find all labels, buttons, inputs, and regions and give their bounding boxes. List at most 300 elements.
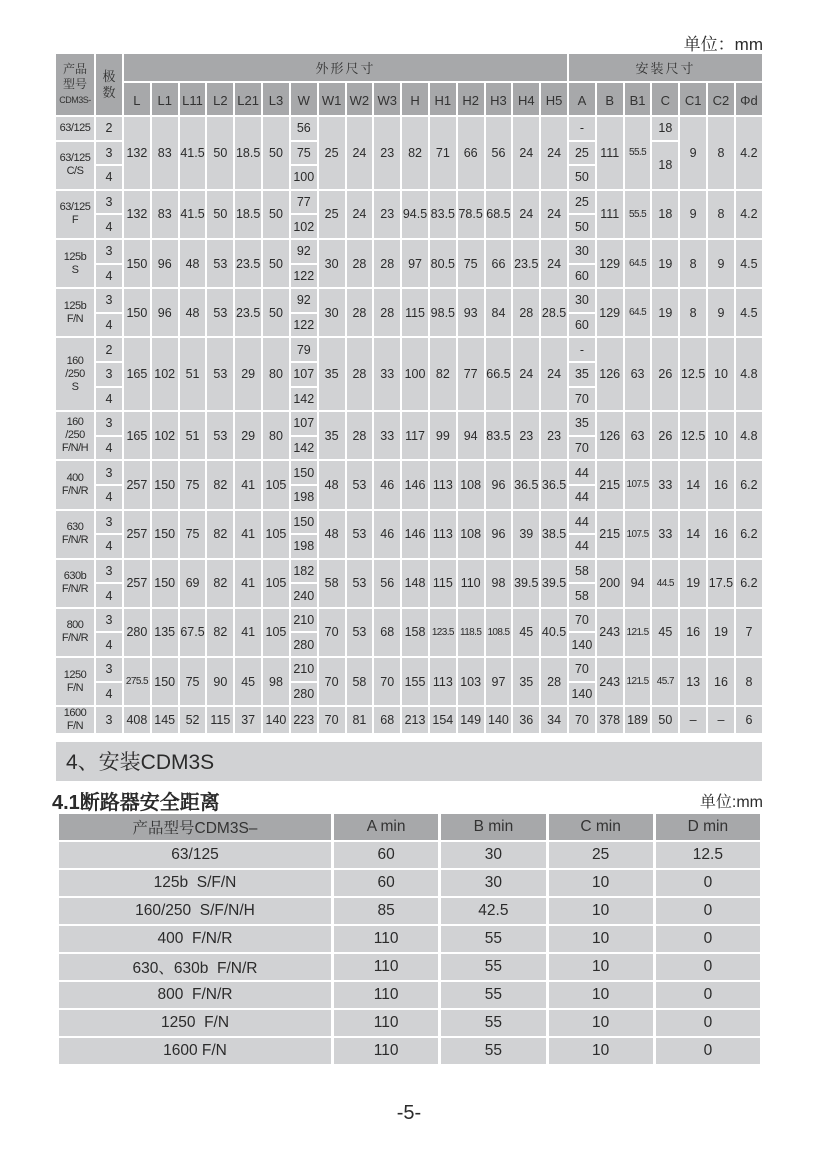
cell-a-min: 110: [334, 954, 438, 980]
cell-l11: 41.5: [180, 191, 206, 238]
cell-h2: 108: [458, 511, 484, 558]
cell-w: 240: [291, 584, 317, 607]
cell-phid: 6.2: [736, 461, 762, 508]
cell-w: 77: [291, 191, 317, 214]
table-row: [56, 117, 762, 140]
cell-h3: 98: [486, 560, 512, 607]
cell-h5: 24: [541, 191, 567, 238]
cell-a: 30: [569, 289, 595, 312]
cell-w3: 56: [374, 560, 400, 607]
cell-w: 198: [291, 486, 317, 509]
table-row: [59, 1010, 760, 1036]
cell-phid: 6: [736, 707, 762, 733]
cell-b: 215: [597, 461, 623, 508]
cell-c-min: 10: [549, 898, 653, 924]
cell-w2: 28: [347, 412, 373, 459]
table-row: [56, 412, 762, 435]
cell-w: 56: [291, 117, 317, 140]
cell-w2: 28: [347, 338, 373, 410]
cell-l2: 82: [207, 511, 233, 558]
cell-c2: 10: [708, 412, 734, 459]
cell-l1: 96: [152, 240, 178, 287]
cell-c: 18: [652, 191, 678, 238]
cell-c1: 19: [680, 560, 706, 607]
cell-a: 44: [569, 461, 595, 484]
pole-count: 3: [96, 240, 122, 263]
column-header-c: C: [652, 83, 678, 115]
cell-b1: 55.5: [625, 117, 651, 189]
cell-h4: 36: [513, 707, 539, 733]
pole-count: 4: [96, 388, 122, 411]
pole-count: 3: [96, 658, 122, 681]
cell-b: 129: [597, 289, 623, 336]
cell-w3: 68: [374, 707, 400, 733]
cell-h2: 66: [458, 117, 484, 189]
cell-h4: 39.5: [513, 560, 539, 607]
column-header-c2: C2: [708, 83, 734, 115]
cell-h5: 28: [541, 658, 567, 705]
cell-c1: 9: [680, 117, 706, 189]
cell-b1: 64.5: [625, 289, 651, 336]
cell-l21: 41: [235, 560, 261, 607]
cell-h5: 38.5: [541, 511, 567, 558]
pole-count: 3: [96, 191, 122, 214]
cell-h3: 83.5: [486, 412, 512, 459]
safety-distance-table: [56, 812, 763, 1066]
cell-l21: 18.5: [235, 191, 261, 238]
cell-c: 33: [652, 511, 678, 558]
cell-h3: 84: [486, 289, 512, 336]
cell-w3: 23: [374, 117, 400, 189]
cell-c-min: 10: [549, 870, 653, 896]
cell-d-min: 0: [656, 954, 760, 980]
product-model: 63/125 C/S: [56, 142, 94, 189]
cell-c: 50: [652, 707, 678, 733]
cell-c: 19: [652, 240, 678, 287]
cell-c2: 19: [708, 609, 734, 656]
cell-phid: 4.2: [736, 191, 762, 238]
header-poles: 极 数: [96, 54, 122, 115]
pole-count: 4: [96, 683, 122, 706]
cell-h5: 24: [541, 240, 567, 287]
cell-h: 115: [402, 289, 428, 336]
cell-w: 198: [291, 535, 317, 558]
cell-l11: 48: [180, 240, 206, 287]
cell-w1: 30: [319, 240, 345, 287]
cell-h1: 123.5: [430, 609, 456, 656]
cell-h2: 108: [458, 461, 484, 508]
cell-h4: 36.5: [513, 461, 539, 508]
header-product-model: 产品型号CDM3S–: [59, 814, 331, 840]
cell-w3: 33: [374, 412, 400, 459]
column-header-b: B: [597, 83, 623, 115]
column-header-l: L: [124, 83, 150, 115]
cell-w: 210: [291, 609, 317, 632]
cell-w: 280: [291, 683, 317, 706]
cell-c1: –: [680, 707, 706, 733]
cell-c-min: 10: [549, 926, 653, 952]
cell-phid: 8: [736, 658, 762, 705]
cell-phid: 4.8: [736, 338, 762, 410]
cell-w3: 33: [374, 338, 400, 410]
cell-w: 150: [291, 511, 317, 534]
cell-c: 45: [652, 609, 678, 656]
cell-l3: 50: [263, 240, 289, 287]
cell-a: 60: [569, 265, 595, 288]
pole-count: 3: [96, 707, 122, 733]
cell-a-min: 110: [334, 926, 438, 952]
column-header-l11: L11: [180, 83, 206, 115]
cell-h4: 24: [513, 117, 539, 189]
table-row: [56, 609, 762, 632]
cell-a: 70: [569, 658, 595, 681]
cell-l: 132: [124, 191, 150, 238]
cell-l3: 50: [263, 191, 289, 238]
cell-h3: 140: [486, 707, 512, 733]
pole-count: 3: [96, 142, 122, 165]
cell-h5: 40.5: [541, 609, 567, 656]
cell-h3: 68.5: [486, 191, 512, 238]
section-heading: 4、安装CDM3S: [56, 742, 762, 781]
pole-count: 3: [96, 412, 122, 435]
cell-a-min: 60: [334, 870, 438, 896]
cell-l: 408: [124, 707, 150, 733]
cell-h2: 103: [458, 658, 484, 705]
column-header-h3: H3: [486, 83, 512, 115]
cell-h4: 28: [513, 289, 539, 336]
cell-product-model: 800 F/N/R: [59, 982, 331, 1008]
table-row: [56, 707, 762, 733]
cell-l1: 150: [152, 658, 178, 705]
cell-phid: 6.2: [736, 560, 762, 607]
cell-h: 158: [402, 609, 428, 656]
cell-w2: 53: [347, 560, 373, 607]
cell-l1: 150: [152, 560, 178, 607]
cell-h5: 39.5: [541, 560, 567, 607]
column-header-w1: W1: [319, 83, 345, 115]
header-outline-dimensions: 外形尺寸: [124, 54, 567, 81]
cell-l2: 50: [207, 117, 233, 189]
cell-c1: 8: [680, 289, 706, 336]
pole-count: 4: [96, 486, 122, 509]
cell-l: 257: [124, 560, 150, 607]
cell-l2: 53: [207, 412, 233, 459]
cell-l21: 41: [235, 461, 261, 508]
cell-h1: 113: [430, 658, 456, 705]
cell-c1: 12.5: [680, 412, 706, 459]
cell-w1: 35: [319, 338, 345, 410]
cell-h1: 154: [430, 707, 456, 733]
cell-l1: 150: [152, 511, 178, 558]
cell-l1: 102: [152, 412, 178, 459]
cell-l: 280: [124, 609, 150, 656]
cell-l2: 115: [207, 707, 233, 733]
product-model: 800 F/N/R: [56, 609, 94, 656]
cell-w1: 58: [319, 560, 345, 607]
cell-h: 82: [402, 117, 428, 189]
cell-a: 50: [569, 215, 595, 238]
cell-phid: 4.8: [736, 412, 762, 459]
cell-d-min: 0: [656, 898, 760, 924]
cell-h5: 24: [541, 117, 567, 189]
cell-h5: 24: [541, 338, 567, 410]
cell-b-min: 42.5: [441, 898, 545, 924]
cell-b: 243: [597, 609, 623, 656]
cell-b: 200: [597, 560, 623, 607]
cell-b1: 121.5: [625, 609, 651, 656]
cell-w: 75: [291, 142, 317, 165]
cell-w3: 70: [374, 658, 400, 705]
cell-w: 182: [291, 560, 317, 583]
cell-c2: 16: [708, 511, 734, 558]
cell-a: 70: [569, 388, 595, 411]
cell-w3: 68: [374, 609, 400, 656]
cell-a: 35: [569, 412, 595, 435]
cell-a: -: [569, 338, 595, 361]
cell-h3: 97: [486, 658, 512, 705]
cell-h1: 99: [430, 412, 456, 459]
cell-h: 117: [402, 412, 428, 459]
cell-l2: 82: [207, 560, 233, 607]
cell-l11: 67.5: [180, 609, 206, 656]
cell-c: 45.7: [652, 658, 678, 705]
cell-a: 35: [569, 363, 595, 386]
cell-l3: 105: [263, 609, 289, 656]
column-header-b1: B1: [625, 83, 651, 115]
cell-h2: 110: [458, 560, 484, 607]
cell-w: 122: [291, 265, 317, 288]
cell-w: 102: [291, 215, 317, 238]
cell-a: 30: [569, 240, 595, 263]
cell-l11: 75: [180, 461, 206, 508]
cell-a: 58: [569, 560, 595, 583]
cell-h2: 94: [458, 412, 484, 459]
cell-a-min: 110: [334, 1010, 438, 1036]
cell-d-min: 0: [656, 870, 760, 896]
column-header-h2: H2: [458, 83, 484, 115]
dimensions-table: [54, 52, 764, 735]
column-header-w3: W3: [374, 83, 400, 115]
cell-w: 280: [291, 633, 317, 656]
cell-b-min: 55: [441, 982, 545, 1008]
cell-c1: 14: [680, 511, 706, 558]
cell-b: 215: [597, 511, 623, 558]
cell-l21: 29: [235, 412, 261, 459]
cell-c1: 12.5: [680, 338, 706, 410]
cell-h3: 96: [486, 461, 512, 508]
cell-a: 140: [569, 633, 595, 656]
unit-label-top: 单位：mm: [683, 35, 763, 54]
cell-b1: 55.5: [625, 191, 651, 238]
cell-c-min: 10: [549, 1010, 653, 1036]
cell-l2: 53: [207, 240, 233, 287]
pole-count: 4: [96, 535, 122, 558]
unit-label: 单位:mm: [699, 794, 763, 811]
cell-w2: 53: [347, 461, 373, 508]
cell-h: 146: [402, 461, 428, 508]
cell-b-min: 55: [441, 954, 545, 980]
cell-c2: 16: [708, 658, 734, 705]
cell-h4: 23: [513, 412, 539, 459]
cell-l11: 75: [180, 511, 206, 558]
cell-l2: 50: [207, 191, 233, 238]
cell-l21: 29: [235, 338, 261, 410]
pole-count: 4: [96, 265, 122, 288]
pole-count: 2: [96, 338, 122, 361]
cell-product-model: 1250 F/N: [59, 1010, 331, 1036]
header-a-min: A min: [334, 814, 438, 840]
cell-h: 146: [402, 511, 428, 558]
cell-phid: 6.2: [736, 511, 762, 558]
cell-w1: 35: [319, 412, 345, 459]
cell-phid: 4.5: [736, 289, 762, 336]
cell-h4: 35: [513, 658, 539, 705]
cell-w: 107: [291, 412, 317, 435]
cell-w1: 25: [319, 191, 345, 238]
cell-l3: 140: [263, 707, 289, 733]
cell-h1: 113: [430, 511, 456, 558]
cell-h4: 24: [513, 338, 539, 410]
cell-w: 79: [291, 338, 317, 361]
cell-w2: 53: [347, 609, 373, 656]
cell-d-min: 0: [656, 982, 760, 1008]
cell-h: 94.5: [402, 191, 428, 238]
cell-a: 140: [569, 683, 595, 706]
cell-w2: 24: [347, 191, 373, 238]
header-c-min: C min: [549, 814, 653, 840]
table-row: [59, 954, 760, 980]
cell-b: 111: [597, 191, 623, 238]
cell-h: 97: [402, 240, 428, 287]
cell-h1: 71: [430, 117, 456, 189]
cell-a: 44: [569, 535, 595, 558]
cell-b1: 63: [625, 338, 651, 410]
cell-l11: 41.5: [180, 117, 206, 189]
cell-a: 70: [569, 437, 595, 460]
pole-count: 4: [96, 584, 122, 607]
cell-h1: 80.5: [430, 240, 456, 287]
cell-l: 132: [124, 117, 150, 189]
cell-b1: 107.5: [625, 511, 651, 558]
cell-product-model: 1600 F/N: [59, 1038, 331, 1064]
cell-c2: 9: [708, 240, 734, 287]
cell-l3: 105: [263, 511, 289, 558]
cell-l11: 75: [180, 658, 206, 705]
cell-w: 122: [291, 314, 317, 337]
cell-a: 44: [569, 486, 595, 509]
cell-a: 25: [569, 142, 595, 165]
product-model: 63/125 F: [56, 191, 94, 238]
product-model: 63/125: [56, 117, 94, 140]
cell-h2: 118.5: [458, 609, 484, 656]
cell-l3: 80: [263, 412, 289, 459]
cell-c2: 8: [708, 117, 734, 189]
cell-a-min: 60: [334, 842, 438, 868]
cell-a-min: 85: [334, 898, 438, 924]
cell-c-min: 10: [549, 954, 653, 980]
cell-b: 126: [597, 338, 623, 410]
cell-w: 92: [291, 240, 317, 263]
cell-a: 60: [569, 314, 595, 337]
cell-w1: 30: [319, 289, 345, 336]
cell-phid: 4.5: [736, 240, 762, 287]
cell-w2: 28: [347, 289, 373, 336]
cell-c2: 9: [708, 289, 734, 336]
cell-l: 275.5: [124, 658, 150, 705]
cell-a-min: 110: [334, 1038, 438, 1064]
safety-distance-header-row: [59, 814, 760, 840]
cell-l11: 69: [180, 560, 206, 607]
column-header-l21: L21: [235, 83, 261, 115]
pole-count: 3: [96, 363, 122, 386]
cell-h3: 66.5: [486, 338, 512, 410]
cell-h2: 93: [458, 289, 484, 336]
cell-c: 44.5: [652, 560, 678, 607]
cell-b1: 121.5: [625, 658, 651, 705]
product-model: 160 /250 S: [56, 338, 94, 410]
column-header-w: W: [291, 83, 317, 115]
cell-w1: 70: [319, 609, 345, 656]
pole-count: 3: [96, 560, 122, 583]
column-header-h: H: [402, 83, 428, 115]
cell-d-min: 12.5: [656, 842, 760, 868]
cell-l3: 80: [263, 338, 289, 410]
cell-c: 26: [652, 338, 678, 410]
cell-a: 70: [569, 707, 595, 733]
column-header-h1: H1: [430, 83, 456, 115]
cell-c2: 17.5: [708, 560, 734, 607]
table-row: [56, 560, 762, 583]
product-model: 125b F/N: [56, 289, 94, 336]
cell-product-model: 400 F/N/R: [59, 926, 331, 952]
cell-l11: 48: [180, 289, 206, 336]
column-header-l2: L2: [207, 83, 233, 115]
cell-h5: 28.5: [541, 289, 567, 336]
safety-distance-table-body: [59, 842, 760, 1064]
cell-h4: 23.5: [513, 240, 539, 287]
cell-c1: 8: [680, 240, 706, 287]
cell-h3: 66: [486, 240, 512, 287]
cell-b-min: 55: [441, 1038, 545, 1064]
cell-l3: 50: [263, 117, 289, 189]
header-product-label: 产品 型号: [62, 61, 87, 91]
table-row: [59, 926, 760, 952]
header-product-series: CDM3S-: [59, 94, 91, 105]
cell-w3: 28: [374, 289, 400, 336]
cell-w1: 70: [319, 658, 345, 705]
cell-l21: 41: [235, 609, 261, 656]
cell-l2: 53: [207, 289, 233, 336]
cell-b: 129: [597, 240, 623, 287]
cell-h: 148: [402, 560, 428, 607]
cell-c1: 9: [680, 191, 706, 238]
cell-w: 92: [291, 289, 317, 312]
cell-b1: 64.5: [625, 240, 651, 287]
cell-c2: 8: [708, 191, 734, 238]
cell-w2: 53: [347, 511, 373, 558]
table-row: [56, 240, 762, 263]
cell-h5: 23: [541, 412, 567, 459]
dimensions-table-body: [56, 117, 762, 733]
pole-count: 2: [96, 117, 122, 140]
cell-l3: 105: [263, 560, 289, 607]
cell-w2: 81: [347, 707, 373, 733]
cell-w: 142: [291, 437, 317, 460]
cell-h4: 39: [513, 511, 539, 558]
column-header-h4: H4: [513, 83, 539, 115]
cell-l1: 102: [152, 338, 178, 410]
cell-c2: 16: [708, 461, 734, 508]
